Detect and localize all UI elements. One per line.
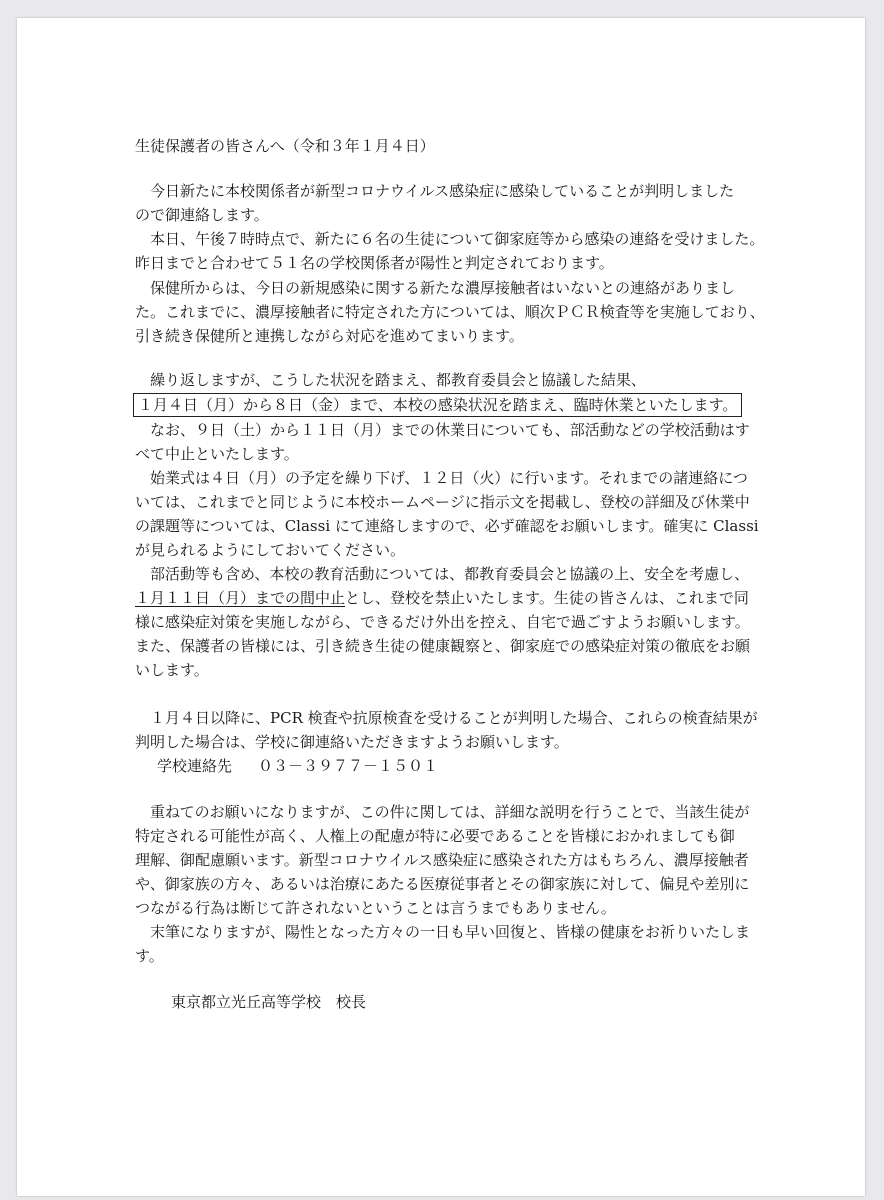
paragraph-line: 本日、午後７時時点で、新たに６名の生徒について御家庭等から感染の連絡を受けました。 <box>150 230 765 248</box>
paragraph-line: 始業式は４日（月）の予定を繰り下げ、１２日（火）に行います。それまでの諸連絡につ <box>150 469 748 487</box>
paragraph-line: や、御家族の方々、あるいは治療にあたる医療従事者とその御家族に対して、偏見や差別に <box>135 875 750 893</box>
paragraph-line: 繰り返しますが、こうした状況を踏まえ、都教育委員会と協議した結果、 <box>150 371 646 389</box>
paragraph-line: 特定される可能性が高く、人権上の配慮が特に必要であることを皆様におかれましても御 <box>135 827 735 845</box>
contact-label: 学校連絡先 <box>157 757 233 775</box>
paragraph-line: 今日新たに本校関係者が新型コロナウイルス感染症に感染していることが判明しました <box>150 182 735 200</box>
paragraph-line: 判明した場合は、学校に御連絡いただきますようお願いします。 <box>135 733 569 751</box>
paragraph-fragment: とし、登校を禁止いたします。生徒の皆さんは、これまで同 <box>345 589 749 607</box>
paragraph-line: 様に感染症対策を実施しながら、できるだけ外出を控え、自宅で過ごすようお願いします。 <box>135 613 750 631</box>
paragraph-line <box>135 588 749 608</box>
suspension-period-underlined: １月１１日（月）までの間中止 <box>135 589 346 607</box>
paragraph-line: す。 <box>135 947 164 965</box>
paragraph-line: 末筆になりますが、陽性となった方々の一日も早い回復と、皆様の健康をお祈りいたしま <box>150 923 751 941</box>
paragraph-line: なお、９日（土）から１１日（月）までの休業日についても、部活動などの学校活動はす <box>150 421 750 439</box>
paragraph-line: 重ねてのお願いになりますが、この件に関しては、詳細な説明を行うことで、当該生徒が <box>150 803 750 821</box>
paragraph-line: た。これまでに、濃厚接触者に特定された方については、順次ＰＣＲ検査等を実施しており、 <box>135 303 765 321</box>
paragraph-line: 昨日までと合わせて５１名の学校関係者が陽性と判定されております。 <box>135 254 614 272</box>
paragraph-line: いては、これまでと同じように本校ホームページに指示文を掲載し、登校の詳細及び休業中 <box>135 493 750 511</box>
paragraph-line: が見られるようにしておいてください。 <box>135 541 406 559</box>
paragraph-line: ので御連絡します。 <box>135 206 269 224</box>
paragraph-line: １月４日以降に、PCR 検査や抗原検査を受けることが判明した場合、これらの検査結果が <box>150 709 758 727</box>
school-contact <box>157 756 438 776</box>
greeting: 生徒保護者の皆さんへ（令和３年１月４日） <box>135 137 435 155</box>
signature: 東京都立光丘高等学校 校長 <box>171 993 367 1011</box>
paragraph-line: 引き続き保健所と連携しながら対応を進めてまいります。 <box>135 327 524 345</box>
paragraph-line: つながる行為は断じて許されないということは言うまでもありません。 <box>135 899 616 917</box>
paragraph-line: 理解、御配慮願います。新型コロナウイルス感染症に感染された方はもちろん、濃厚接触者 <box>135 851 749 869</box>
paragraph-line: 保健所からは、今日の新規感染に関する新たな濃厚接触者はいないとの連絡がありまし <box>150 279 736 297</box>
paragraph-line: また、保護者の皆様には、引き続き生徒の健康観察と、御家庭での感染症対策の徹底をお願 <box>135 637 751 655</box>
paragraph-line: 部活動等も含め、本校の教育活動については、都教育委員会と協議の上、安全を考慮し、 <box>150 565 750 583</box>
paragraph-line: いします。 <box>135 661 209 679</box>
paragraph-line: の課題等については、Classi にて連絡しますので、必ず確認をお願いします。確実に Classi <box>135 517 759 535</box>
document-page <box>17 18 865 1196</box>
contact-phone: ０３－３９７７－１５０１ <box>258 757 439 775</box>
closure-notice-box: １月４日（月）から８日（金）まで、本校の感染状況を踏まえ、臨時休業といたします。 <box>133 393 742 417</box>
paragraph-line: べて中止といたします。 <box>135 445 299 463</box>
